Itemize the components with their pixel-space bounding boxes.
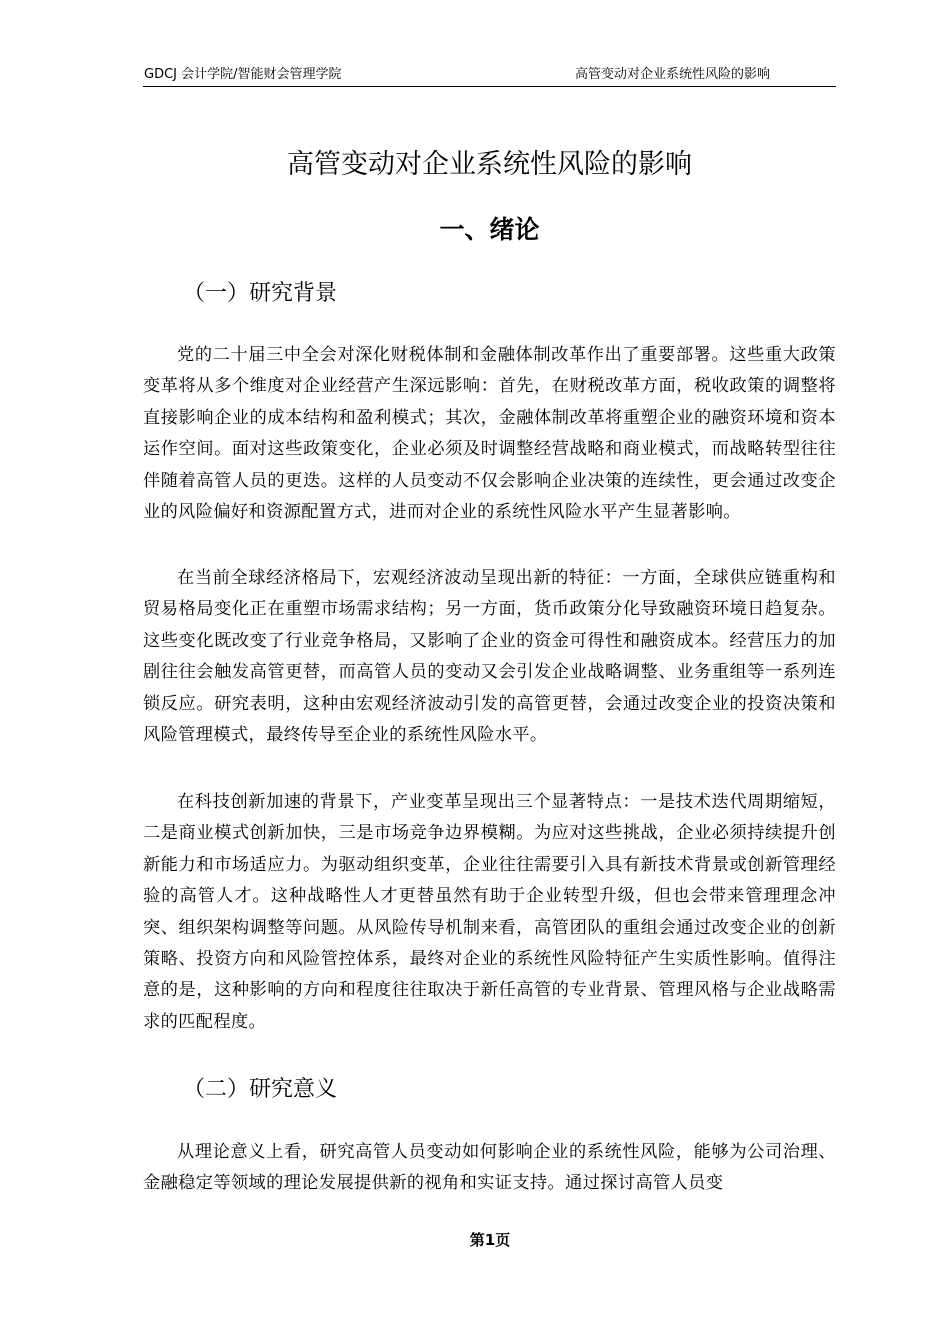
paragraph-4: 从理论意义上看，研究高管人员变动如何影响企业的系统性风险，能够为公司治理、金融稳定等领域的理论发展提供新的视角和实证支持。通过探讨高管人员变	[143, 1142, 836, 1194]
paragraph-1: 党的二十届三中全会对深化财税体制和金融体制改革作出了重要部署。这些重大政策变革将从多个维度对企业经营产生深远影响：首先，在财税改革方面，税收政策的调整将直接影响企业的成本结构和盈利模式；其次，金融体制改革将重塑企业的融资环境和资本运作空间。面对这些政策变化，企业必须及时调整经营战略和商业模式，而战略转型往往伴随着高管人员的更迭。这样的人员变动不仅会影响企业决策的连续性，更会通过改变企业的风险偏好和资源配置方式，进而对企业的系统性风险水平产生显著影响。	[143, 345, 836, 523]
paragraph-2: 在当前全球经济格局下，宏观经济波动呈现出新的特征：一方面，全球供应链重构和贸易格局变化正在重塑市场需求结构；另一方面，货币政策分化导致融资环境日趋复杂。这些变化既改变了行业竞争格局，又影响了企业的资金可得性和融资成本。经营压力的加剧往往会触发高管更替，而高管人员的变动又会引发企业战略调整、业务重组等一系列连锁反应。研究表明，这种由宏观经济波动引发的高管更替，会通过改变企业的投资决策和风险管理模式，最终传导至企业的系统性风险水平。	[143, 568, 836, 746]
section-heading-background: （一）研究背景	[183, 281, 338, 306]
document-title: 高管变动对企业系统性风险的影响	[287, 149, 692, 180]
chapter-heading: 一、绪论	[439, 215, 540, 244]
header-right-text: 高管变动对企业系统性风险的影响	[574, 67, 770, 82]
page-header	[143, 66, 836, 87]
paragraph-3: 在科技创新加速的背景下，产业变革呈现出三个显著特点：一是技术迭代周期缩短，二是商业模式创新加快，三是市场竞争边界模糊。为应对这些挑战，企业必须持续提升创新能力和市场适应力。为驱动组织变革，企业往往需要引入具有新技术背景或创新管理经验的高管人才。这种战略性人才更替虽然有助于企业转型升级，但也会带来管理理念冲突、组织架构调整等问题。从风险传导机制来看，高管团队的重组会通过改变企业的创新策略、投资方向和风险管控体系，最终对企业的系统性风险特征产生实质性影响。值得注意的是，这种影响的方向和程度往往取决于新任高管的专业背景、管理风格与企业战略需求的匹配程度。	[143, 792, 836, 1032]
header-left-text: GDCJ 会计学院/智能财会管理学院	[144, 67, 342, 82]
page-number: 第1页	[469, 1231, 511, 1249]
section-heading-significance: （二）研究意义	[183, 1077, 338, 1102]
